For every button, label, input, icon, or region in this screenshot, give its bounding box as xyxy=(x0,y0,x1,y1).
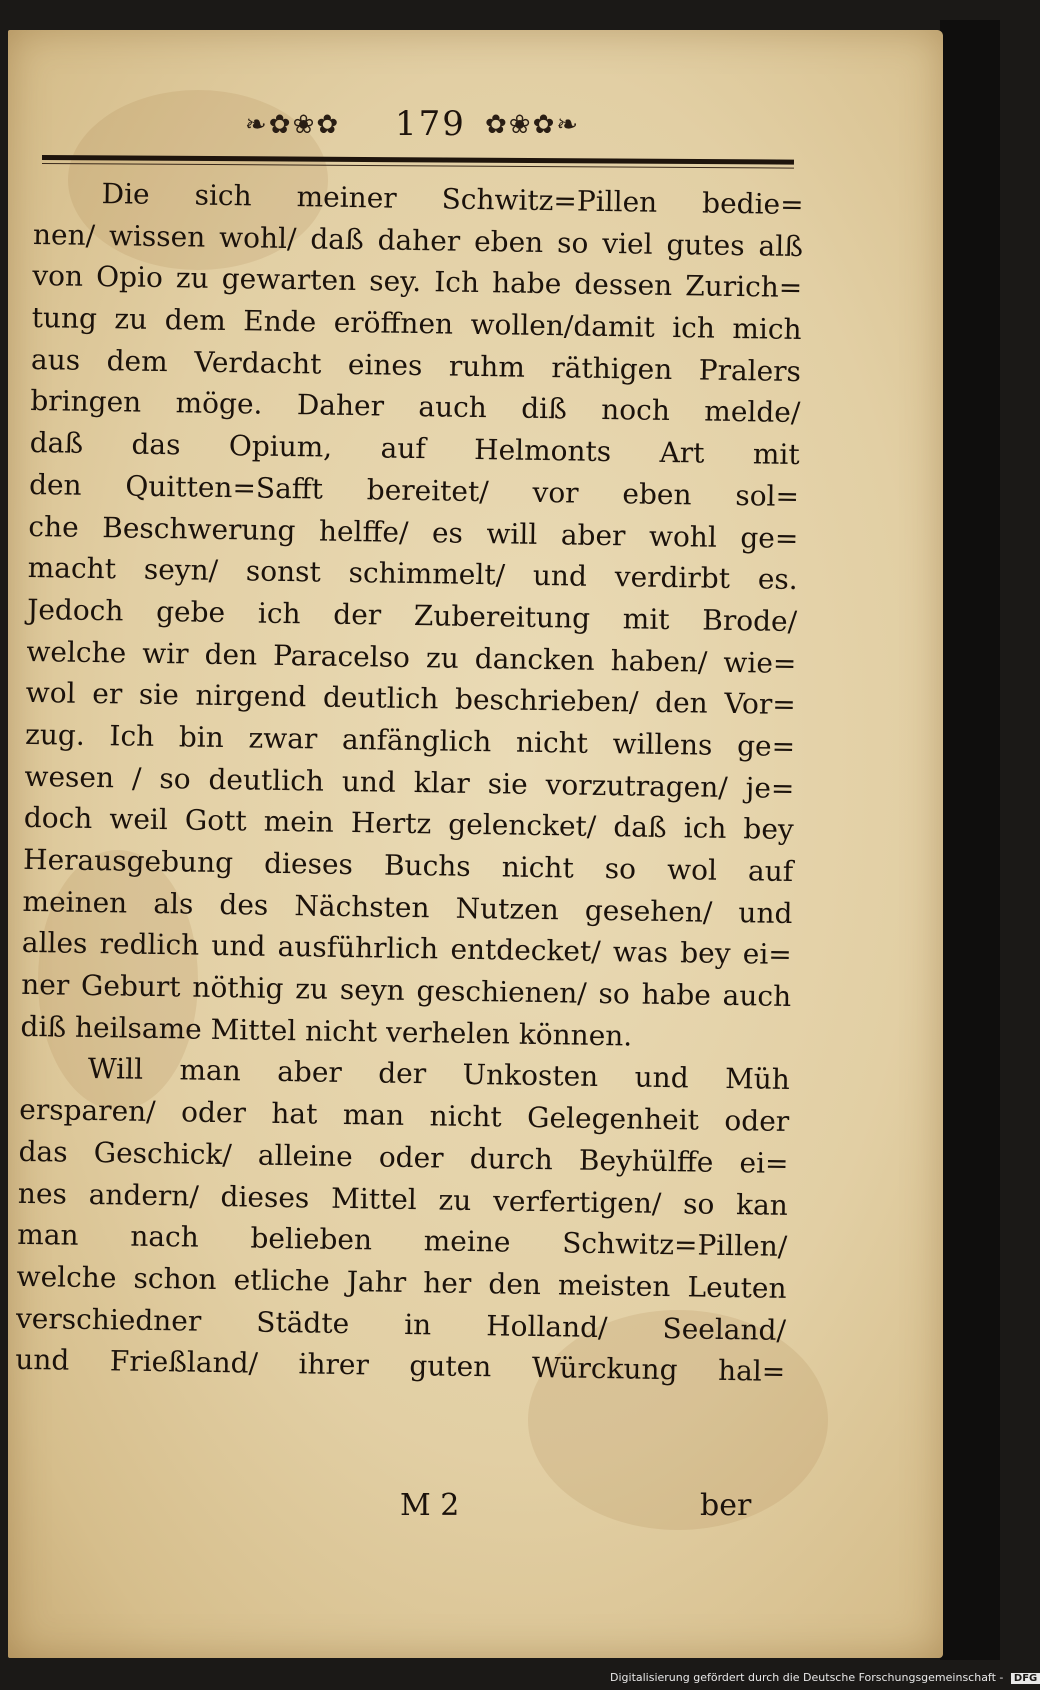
text-line: welche wir den Paracelso zu dancken haben/ wie= xyxy=(26,634,797,680)
text-line: alles redlich und ausführlich entdecket/ was bey ei= xyxy=(21,926,793,972)
text-line: macht seyn/ sonst schimmelt/ und verdirbt es. xyxy=(27,551,798,597)
catchword: ber xyxy=(700,1488,752,1523)
digitization-credit xyxy=(610,1671,1040,1684)
text-line: wesen / so deutlich und klar sie vorzutragen/ je= xyxy=(24,759,795,805)
text-line: ersparen/ oder hat man nicht Gelegenheit oder xyxy=(19,1093,790,1139)
text-line: daß das Opium, auf Helmonts Art mit xyxy=(29,426,800,472)
signature-mark: M 2 xyxy=(400,1488,460,1523)
page-number: 179 xyxy=(395,104,466,144)
text-line: aus dem Verdacht eines ruhm räthigen Pralers xyxy=(30,342,802,388)
text-line: und Frießland/ ihrer guten Würckung hal= xyxy=(15,1343,786,1389)
text-line: Herausgebung dieses Buchs nicht so wol auf xyxy=(22,842,794,889)
text-line: das Geschick/ alleine oder durch Beyhülffe ei= xyxy=(18,1134,789,1180)
ornament-right-icon: ✿❀✿❧ xyxy=(485,110,581,140)
text-line: welche schon etliche Jahr her den meisten Leuten xyxy=(16,1259,787,1305)
body-text xyxy=(15,172,804,1393)
text-line: zug. Ich bin zwar anfänglich nicht willens ge= xyxy=(24,717,796,763)
text-line: diß heilsame Mittel nicht verhelen können. xyxy=(20,1009,633,1053)
text-line: tung zu dem Ende eröffnen wollen/damit ich mich xyxy=(31,301,802,347)
text-line: bringen möge. Daher auch diß noch melde/ xyxy=(30,384,801,430)
ornament-left-icon: ❧✿❀✿ xyxy=(245,110,341,140)
text-line: Will man aber der Unkosten und Müh xyxy=(87,1052,791,1097)
book-edge xyxy=(940,20,1000,1660)
credit-text: Digitalisierung gefördert durch die Deutsche Forschungsgemeinschaft - xyxy=(610,1671,1004,1684)
text-line: nes andern/ dieses Mittel zu verfertigen/ so kan xyxy=(17,1176,789,1222)
text-line: che Beschwerung helffe/ es will aber wohl ge= xyxy=(28,509,799,555)
text-line: man nach belieben meine Schwitz=Pillen/ xyxy=(17,1218,788,1264)
text-line: verschiedner Städte in Holland/ Seeland/ xyxy=(15,1301,787,1347)
text-line: meinen als des Nächsten Nutzen gesehen/ und xyxy=(22,884,793,930)
text-line: nen/ wissen wohl/ daß daher eben so viel gutes alß xyxy=(32,217,804,263)
dfg-logo: DFG xyxy=(1011,1673,1040,1684)
page-header xyxy=(245,98,665,148)
text-line: ner Geburt nöthig zu seyn geschienen/ so habe auch xyxy=(20,967,792,1014)
text-line: doch weil Gott mein Hertz gelencket/ daß ich bey xyxy=(23,801,795,847)
text-line: Jedoch gebe ich der Zubereitung mit Brode/ xyxy=(26,592,798,638)
text-line: von Opio zu gewarten sey. Ich habe dessen Zurich= xyxy=(32,259,803,305)
text-line: wol er sie nirgend deutlich beschrieben/ den Vor= xyxy=(25,676,796,722)
text-line: Die sich meiner Schwitz=Pillen bedie= xyxy=(101,177,804,222)
text-line: den Quitten=Safft bereitet/ vor eben sol= xyxy=(28,467,800,513)
